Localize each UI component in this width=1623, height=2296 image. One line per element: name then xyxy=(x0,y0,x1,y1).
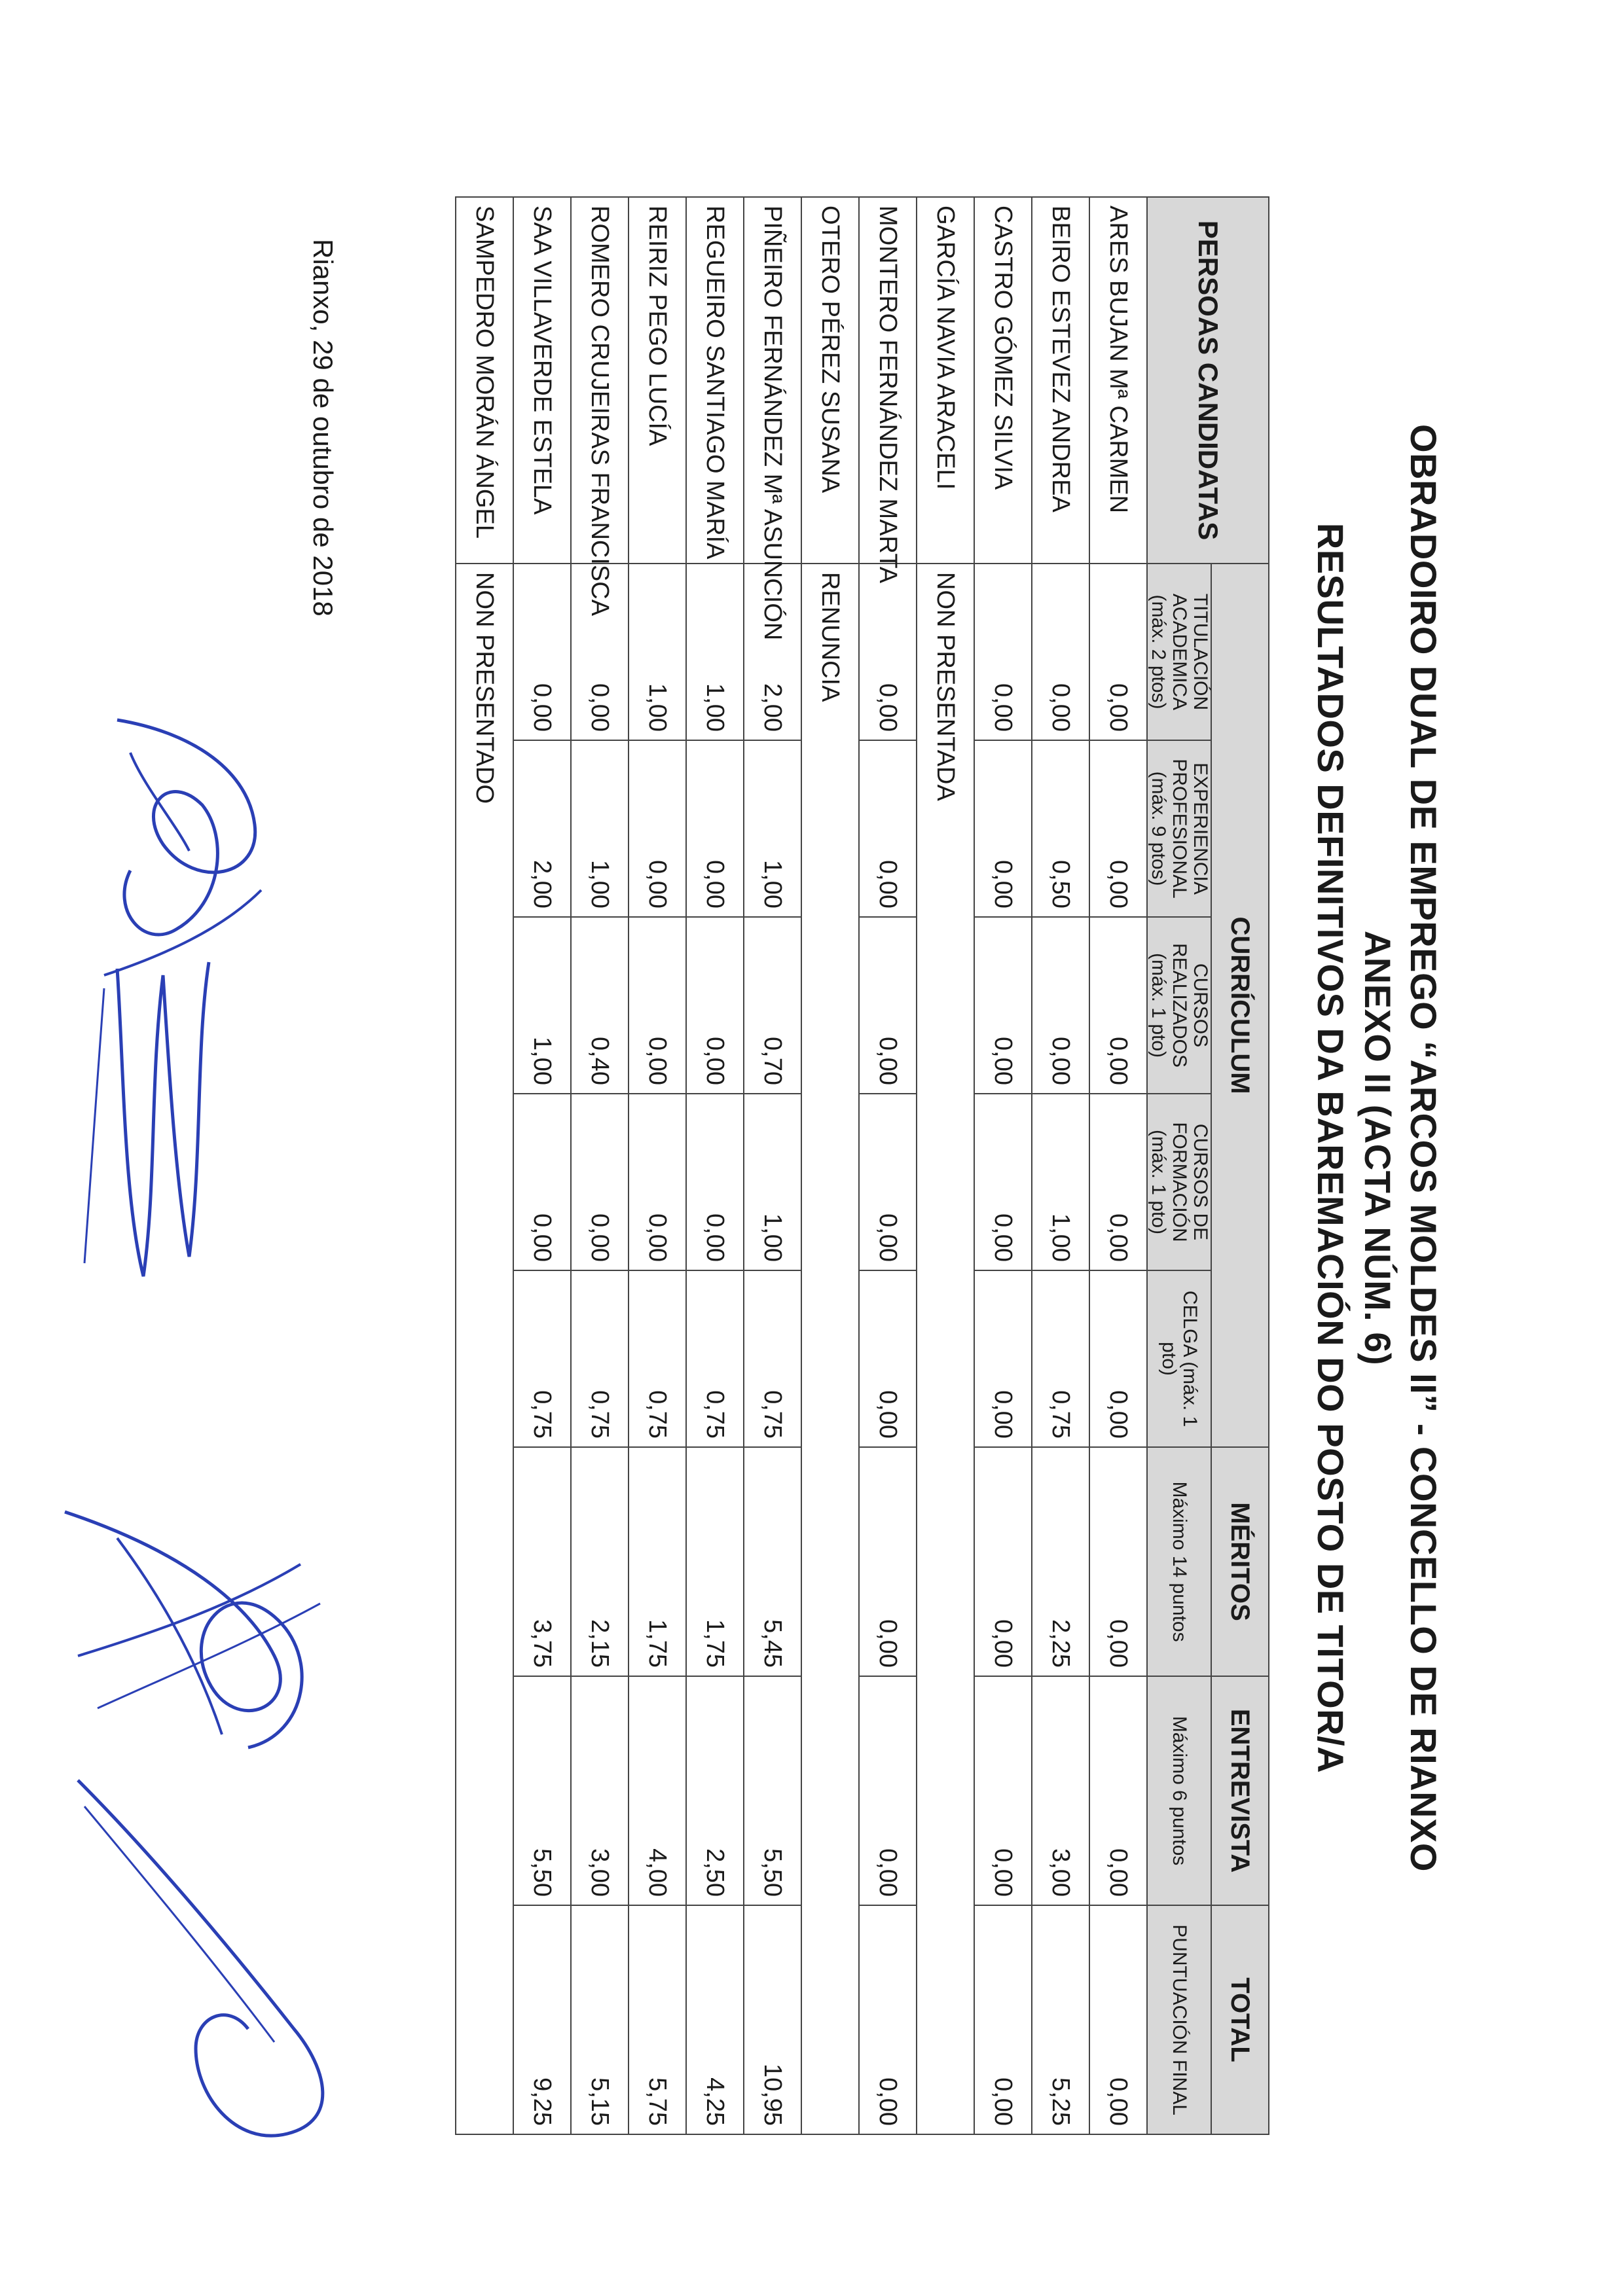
candidate-name: REIRIZ PEGO LUCÍA xyxy=(629,197,686,564)
cell-titulacion: 0,00 xyxy=(974,564,1032,740)
col-celga: CELGA (máx. 1 pto) xyxy=(1147,1270,1211,1447)
cell-experiencia: 2,00 xyxy=(513,740,571,917)
candidate-status: RENUNCIA xyxy=(801,564,859,2134)
cell-total: 10,95 xyxy=(744,1905,801,2134)
cell-cursos-realizados: 0,00 xyxy=(1089,917,1147,1094)
cell-cursos-realizados: 0,00 xyxy=(974,917,1032,1094)
cell-cursos-formacion: 0,00 xyxy=(974,1094,1032,1270)
signature-2 xyxy=(39,949,235,1289)
col-titulacion: TITULACIÓN ACADEMICA (máx. 2 ptos) xyxy=(1147,564,1211,740)
cell-meritos: 3,75 xyxy=(513,1447,571,1676)
results-table xyxy=(455,196,1269,2135)
candidate-name: SAA VILLAVERDE ESTELA xyxy=(513,197,571,564)
table-row xyxy=(859,197,917,2134)
cell-titulacion: 0,00 xyxy=(1032,564,1089,740)
cell-celga: 0,75 xyxy=(629,1270,686,1447)
cell-entrevista: 0,00 xyxy=(859,1676,917,1905)
col-entrevista: Máximo 6 puntos xyxy=(1147,1676,1211,1905)
signature-4 xyxy=(65,1767,392,2186)
candidate-name: MONTERO FERNÁNDEZ MARTA xyxy=(859,197,917,564)
cell-titulacion: 0,00 xyxy=(859,564,917,740)
col-experiencia: EXPERIENCIA PROFESIONAL (máx. 9 ptos) xyxy=(1147,740,1211,917)
table-row xyxy=(744,197,801,2134)
cell-meritos: 0,00 xyxy=(1089,1447,1147,1676)
cell-meritos: 0,00 xyxy=(859,1447,917,1676)
table-row xyxy=(974,197,1032,2134)
cell-experiencia: 1,00 xyxy=(571,740,629,917)
table-row xyxy=(1089,197,1147,2134)
table-row xyxy=(917,197,974,2134)
col-cursos-formacion: CURSOS DE FORMACIÓN (máx. 1 pto) xyxy=(1147,1094,1211,1270)
cell-cursos-realizados: 0,00 xyxy=(1032,917,1089,1094)
cell-celga: 0,00 xyxy=(1089,1270,1147,1447)
cell-cursos-realizados: 0,70 xyxy=(744,917,801,1094)
header-candidates: PERSOAS CANDIDATAS xyxy=(1147,197,1269,564)
document-title: OBRADOIRO DUAL DE EMPREGO “ARCOS MOLDES II” - CONCELLO DE RIANXO xyxy=(1403,424,1444,1872)
document-subtitle: ANEXO II (ACTA NÚM. 6) xyxy=(1357,930,1398,1366)
cell-meritos: 0,00 xyxy=(974,1447,1032,1676)
header-curriculum: CURRÍCULUM xyxy=(1211,564,1269,1447)
col-meritos: Máximo 14 puntos xyxy=(1147,1447,1211,1676)
cell-titulacion: 2,00 xyxy=(744,564,801,740)
table-row xyxy=(801,197,859,2134)
table-row xyxy=(629,197,686,2134)
cell-cursos-formacion: 0,00 xyxy=(571,1094,629,1270)
cell-total: 0,00 xyxy=(974,1905,1032,2134)
document-heading: RESULTADOS DEFINITIVOS DA BAREMACIÓN DO POSTO DE TITOR/A xyxy=(1310,522,1351,1774)
results-body xyxy=(456,197,1147,2134)
cell-experiencia: 0,00 xyxy=(974,740,1032,917)
cell-entrevista: 0,00 xyxy=(974,1676,1032,1905)
cell-experiencia: 0,00 xyxy=(629,740,686,917)
cell-cursos-realizados: 0,00 xyxy=(629,917,686,1094)
header-entrevista: ENTREVISTA xyxy=(1211,1676,1269,1905)
cell-titulacion: 0,00 xyxy=(571,564,629,740)
cell-cursos-realizados: 1,00 xyxy=(513,917,571,1094)
table-row xyxy=(686,197,744,2134)
table-row xyxy=(456,197,513,2134)
col-cursos-realizados: CURSOS REALIZADOS (máx. 1 pto) xyxy=(1147,917,1211,1094)
header-total: TOTAL xyxy=(1211,1905,1269,2134)
cell-entrevista: 0,00 xyxy=(1089,1676,1147,1905)
footer-date: Rianxo, 29 de outubro de 2018 xyxy=(308,239,338,617)
cell-total: 5,25 xyxy=(1032,1905,1089,2134)
cell-entrevista: 4,00 xyxy=(629,1676,686,1905)
cell-celga: 0,75 xyxy=(571,1270,629,1447)
candidate-name: ARES BUJAN Mª CARMEN xyxy=(1089,197,1147,564)
candidate-status: NON PRESENTADO xyxy=(456,564,513,2134)
cell-experiencia: 0,50 xyxy=(1032,740,1089,917)
cell-entrevista: 2,50 xyxy=(686,1676,744,1905)
cell-meritos: 2,25 xyxy=(1032,1447,1089,1676)
cell-cursos-formacion: 0,00 xyxy=(513,1094,571,1270)
candidate-name: REGUEIRO SANTIAGO MARÍA xyxy=(686,197,744,564)
signature-3 xyxy=(12,1460,379,1800)
cell-meritos: 2,15 xyxy=(571,1447,629,1676)
cell-celga: 0,00 xyxy=(974,1270,1032,1447)
cell-experiencia: 0,00 xyxy=(1089,740,1147,917)
cell-total: 4,25 xyxy=(686,1905,744,2134)
cell-meritos: 5,45 xyxy=(744,1447,801,1676)
cell-total: 9,25 xyxy=(513,1905,571,2134)
cell-experiencia: 0,00 xyxy=(859,740,917,917)
cell-cursos-formacion: 0,00 xyxy=(629,1094,686,1270)
cell-cursos-formacion: 0,00 xyxy=(859,1094,917,1270)
candidate-name: BEIRO ESTEVEZ ANDREA xyxy=(1032,197,1089,564)
cell-titulacion: 1,00 xyxy=(629,564,686,740)
candidate-name: SAMPEDRO MORÁN ÁNGEL xyxy=(456,197,513,564)
cell-celga: 0,00 xyxy=(859,1270,917,1447)
cell-entrevista: 3,00 xyxy=(571,1676,629,1905)
cell-cursos-realizados: 0,40 xyxy=(571,917,629,1094)
candidate-name: CASTRO GÓMEZ SILVIA xyxy=(974,197,1032,564)
cell-titulacion: 0,00 xyxy=(1089,564,1147,740)
table-row xyxy=(571,197,629,2134)
cell-celga: 0,75 xyxy=(686,1270,744,1447)
cell-meritos: 1,75 xyxy=(629,1447,686,1676)
cell-total: 5,75 xyxy=(629,1905,686,2134)
cell-experiencia: 1,00 xyxy=(744,740,801,917)
cell-cursos-realizados: 0,00 xyxy=(686,917,744,1094)
cell-entrevista: 5,50 xyxy=(513,1676,571,1905)
cell-cursos-formacion: 1,00 xyxy=(1032,1094,1089,1270)
candidate-name: OTERO PÉREZ SUSANA xyxy=(801,197,859,564)
cell-total: 5,15 xyxy=(571,1905,629,2134)
table-row xyxy=(513,197,571,2134)
candidate-name: PIÑEIRO FERNÁNDEZ Mª ASUNCIÓN xyxy=(744,197,801,564)
cell-entrevista: 5,50 xyxy=(744,1676,801,1905)
cell-celga: 0,75 xyxy=(1032,1270,1089,1447)
cell-total: 0,00 xyxy=(1089,1905,1147,2134)
cell-celga: 0,75 xyxy=(513,1270,571,1447)
cell-titulacion: 0,00 xyxy=(513,564,571,740)
cell-titulacion: 1,00 xyxy=(686,564,744,740)
candidate-status: NON PRESENTADA xyxy=(917,564,974,2134)
cell-cursos-formacion: 0,00 xyxy=(686,1094,744,1270)
cell-cursos-formacion: 1,00 xyxy=(744,1094,801,1270)
header-meritos: MÉRITOS xyxy=(1211,1447,1269,1676)
cell-meritos: 1,75 xyxy=(686,1447,744,1676)
cell-cursos-realizados: 0,00 xyxy=(859,917,917,1094)
table-row xyxy=(1032,197,1089,2134)
candidate-name: GARCÍA NAVIA ARACELI xyxy=(917,197,974,564)
col-total: PUNTUACIÓN FINAL xyxy=(1147,1905,1211,2134)
cell-entrevista: 3,00 xyxy=(1032,1676,1089,1905)
cell-experiencia: 0,00 xyxy=(686,740,744,917)
cell-cursos-formacion: 0,00 xyxy=(1089,1094,1147,1270)
cell-total: 0,00 xyxy=(859,1905,917,2134)
cell-celga: 0,75 xyxy=(744,1270,801,1447)
candidate-name: ROMERO CRUJEIRAS FRANCISCA xyxy=(571,197,629,564)
